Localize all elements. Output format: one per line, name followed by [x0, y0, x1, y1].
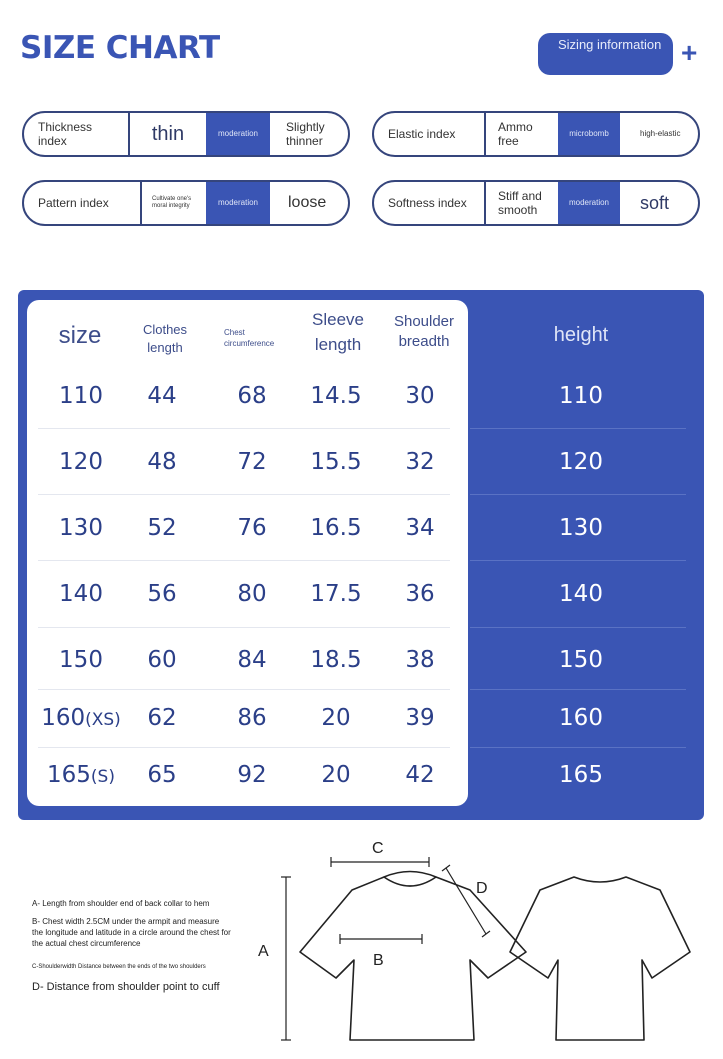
- elastic-option-microbomb: microbomb: [558, 113, 620, 155]
- size-cell: [34, 515, 128, 541]
- chest-cell: 86: [237, 705, 267, 731]
- height-cell: 120: [559, 449, 603, 475]
- note-d: D- Distance from shoulder point to cuff: [32, 981, 220, 993]
- size-value: 150: [59, 647, 103, 673]
- size-cell: [34, 647, 128, 673]
- softness-index-pill: [372, 180, 700, 226]
- thickness-index-pill: [22, 111, 350, 157]
- plus-icon[interactable]: +: [681, 37, 698, 68]
- label-b: B: [373, 952, 384, 969]
- thickness-option-thin: thin: [128, 113, 206, 155]
- size-cell: [34, 449, 128, 475]
- chest-cell: 92: [237, 762, 267, 788]
- row-divider: [38, 428, 450, 429]
- label-a: A: [258, 943, 269, 960]
- softness-option-stiff-and-smooth: Stiff and smooth: [484, 182, 558, 224]
- elastic-option-ammo-free: Ammo free: [484, 113, 558, 155]
- chest-cell: 72: [237, 449, 267, 475]
- clothes-cell: 48: [147, 449, 177, 475]
- shoulder-cell: 38: [405, 647, 435, 673]
- size-cell: [34, 762, 128, 788]
- sleeve-cell: 15.5: [310, 449, 362, 475]
- label-c: C: [372, 840, 384, 857]
- row-divider-blue: [470, 689, 686, 690]
- size-cell: [34, 705, 128, 731]
- header-height: height: [553, 324, 609, 346]
- pattern-option-loose: loose: [288, 194, 327, 211]
- size-value: 140: [59, 581, 103, 607]
- shoulder-cell: 32: [405, 449, 435, 475]
- size-suffix: (XS): [85, 710, 121, 730]
- note-c: C-Shoulderwidth Distance between the ends of the two shoulders: [32, 964, 206, 970]
- row-divider-blue: [470, 627, 686, 628]
- row-divider: [38, 747, 450, 748]
- height-cell: 150: [559, 647, 603, 673]
- clothes-cell: 44: [147, 383, 177, 409]
- chest-cell: 76: [237, 515, 267, 541]
- height-cell: 165: [559, 762, 603, 788]
- elastic-index-pill: [372, 111, 700, 157]
- sizing-information-button[interactable]: Sizing information: [538, 33, 673, 75]
- row-divider-blue: [470, 747, 686, 748]
- clothes-cell: 56: [147, 581, 177, 607]
- label-d: D: [476, 880, 488, 897]
- thickness-option-moderation: moderation: [206, 113, 270, 155]
- pattern-index-pill: [22, 180, 350, 226]
- size-value: 120: [59, 449, 103, 475]
- elastic-option-high-elastic: high-elastic: [640, 129, 681, 138]
- row-divider-blue: [470, 494, 686, 495]
- page-title: SIZE CHART: [20, 30, 220, 66]
- size-value: 160: [41, 705, 86, 731]
- sleeve-cell: 18.5: [310, 647, 362, 673]
- header-chest-circumference: Chest circumference: [224, 328, 275, 348]
- clothes-cell: 52: [147, 515, 177, 541]
- sleeve-cell: 17.5: [310, 581, 362, 607]
- size-value: 130: [59, 515, 103, 541]
- chest-cell: 80: [237, 581, 267, 607]
- pattern-option-moderation: moderation: [206, 182, 270, 224]
- softness-index-label: Softness index: [388, 196, 467, 210]
- tshirt-diagram: [0, 830, 723, 1059]
- softness-option-soft: soft: [640, 193, 670, 213]
- pattern-index-label: Pattern index: [38, 196, 109, 210]
- shoulder-cell: 39: [405, 705, 435, 731]
- elastic-index-label: Elastic index: [388, 127, 456, 141]
- row-divider: [38, 689, 450, 690]
- thickness-index-label: Thickness index: [38, 120, 93, 148]
- pattern-option-cultivate: Cultivate one's moral integrity: [140, 182, 206, 224]
- shoulder-cell: 36: [405, 581, 435, 607]
- note-a: A- Length from shoulder end of back collar to hem: [32, 899, 210, 908]
- size-value: 165: [47, 762, 91, 788]
- clothes-cell: 65: [147, 762, 177, 788]
- measure-lines: [281, 857, 490, 1040]
- shoulder-cell: 30: [405, 383, 435, 409]
- size-cell: [34, 383, 128, 409]
- row-divider: [38, 494, 450, 495]
- clothes-cell: 62: [147, 705, 177, 731]
- row-divider-blue: [470, 428, 686, 429]
- size-suffix: (S): [90, 767, 115, 787]
- header-size: size: [58, 322, 102, 349]
- shoulder-cell: 34: [405, 515, 435, 541]
- height-cell: 110: [559, 383, 603, 409]
- height-cell: 140: [559, 581, 603, 607]
- header-shoulder-breadth: Shoulder breadth: [393, 313, 455, 350]
- note-b: B- Chest width 2.5CM under the armpit and measure the longitude and latitude in a circle around the chest for the actual chest circumference: [32, 917, 231, 948]
- row-divider-blue: [470, 560, 686, 561]
- sleeve-cell: 14.5: [310, 383, 362, 409]
- shoulder-cell: 42: [405, 762, 435, 788]
- sleeve-cell: 20: [321, 762, 351, 788]
- size-value: 110: [59, 383, 103, 409]
- height-cell: 130: [559, 515, 603, 541]
- tshirt-front-icon: [300, 872, 526, 1041]
- sleeve-cell: 16.5: [310, 515, 362, 541]
- chest-cell: 84: [237, 647, 267, 673]
- clothes-cell: 60: [147, 647, 177, 673]
- chest-cell: 68: [237, 383, 267, 409]
- header-clothes-length: Clothes length: [142, 322, 188, 355]
- size-cell: [34, 581, 128, 607]
- thickness-option-slightly-thinner: Slightly thinner: [286, 120, 325, 148]
- sleeve-cell: 20: [321, 705, 351, 731]
- height-cell: 160: [559, 705, 603, 731]
- row-divider: [38, 560, 450, 561]
- tshirt-back-icon: [510, 877, 690, 1040]
- header-sleeve-length: Sleeve length: [312, 310, 364, 354]
- row-divider: [38, 627, 450, 628]
- softness-option-moderation: moderation: [558, 182, 620, 224]
